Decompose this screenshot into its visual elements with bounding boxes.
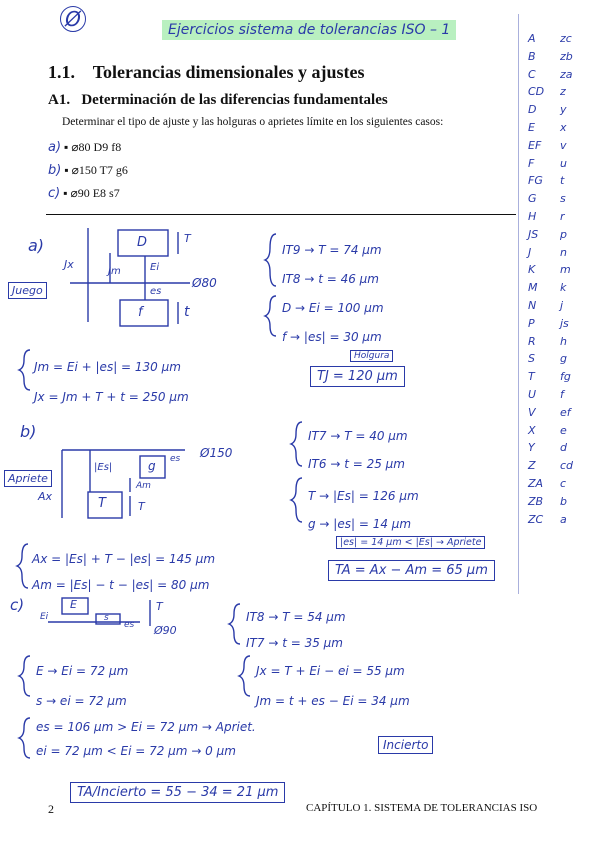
diagram-a-Jm: Jm — [108, 266, 121, 277]
position-letter: U — [528, 387, 537, 401]
diagram-c-shaft: s — [104, 613, 109, 623]
position-letter: e — [560, 423, 567, 437]
position-letter: zb — [560, 49, 573, 63]
case-c-calc: IT8 → T = 54 µm IT7 → t = 35 µm — [246, 610, 346, 650]
position-letter: G — [528, 192, 537, 206]
case-b-label: b) — [20, 422, 37, 441]
position-letter: B — [528, 49, 536, 63]
position-letter: s — [560, 192, 566, 206]
case-item: a) ▪ ⌀80 D9 f8 — [48, 140, 122, 155]
position-letter: A — [528, 32, 536, 45]
diagram-c-T: T — [156, 600, 163, 613]
diagram-b-T: T — [138, 500, 145, 513]
subsection-number: A1. — [48, 92, 71, 108]
position-letter: r — [560, 209, 565, 223]
case-b-tag: Apriete — [4, 470, 52, 487]
case-a-calc: IT9 → T = 74 µm IT8 → t = 46 µm D → Ei = 100 µm f → |es| = 30 µm — [282, 243, 384, 344]
position-letter: ZC — [528, 512, 544, 526]
position-letter: T — [528, 370, 535, 384]
case-a-tag2: Holgura — [350, 350, 393, 362]
position-letter: z — [560, 85, 566, 99]
position-letter: za — [560, 67, 573, 81]
diagram-a-T: T — [184, 232, 191, 245]
position-letter: b — [560, 494, 567, 508]
position-letter: JS — [528, 227, 539, 241]
position-letter: c — [560, 476, 567, 490]
position-letter: F — [528, 156, 535, 170]
position-letter: v — [560, 138, 567, 152]
case-b-left-calc: Ax = |Es| + T − |es| = 145 µm Am = |Es| − t − |es| = 80 µm — [32, 552, 216, 592]
position-letter: js — [560, 316, 569, 330]
page-number: 2 — [48, 802, 54, 816]
position-letter: FG — [528, 174, 543, 188]
position-letter: fg — [560, 370, 571, 384]
position-letter: x — [560, 120, 567, 134]
position-letter: g — [560, 352, 567, 366]
case-a-label: a) — [28, 236, 45, 255]
position-letter: d — [560, 441, 567, 455]
diagram-b-dim: Ø150 — [200, 446, 233, 460]
position-letter: cd — [560, 459, 574, 473]
position-letter: S — [528, 352, 535, 366]
case-c-label: c) — [10, 596, 25, 614]
position-letter: ef — [560, 405, 571, 419]
position-letter: CD — [528, 85, 545, 99]
case-item: b) ▪ ⌀150 T7 g6 — [48, 163, 128, 178]
position-letter: j — [560, 298, 564, 312]
diagram-a-es: es — [150, 286, 162, 297]
position-letter: EF — [528, 138, 542, 152]
diagram-b-Es: |Es| — [94, 462, 113, 473]
position-letter: k — [560, 281, 567, 295]
position-letter: n — [560, 245, 567, 259]
case-c-tag: Incierto — [378, 736, 433, 754]
case-c-left-calc: E → Ei = 72 µm s → ei = 72 µm — [36, 664, 129, 708]
diagram-a-Ei: Ei — [150, 262, 160, 273]
position-letter: y — [560, 103, 567, 117]
case-a-result: TJ = 120 µm — [310, 366, 405, 387]
position-letter: E — [528, 120, 535, 134]
diagram-b-es: es — [170, 454, 181, 464]
intro-text: Determinar el tipo de ajuste y las holguras o aprietes límite en los siguientes casos: — [62, 116, 444, 128]
position-letter: V — [528, 405, 536, 419]
case-b-note: |es| = 14 µm < |Es| → Apriete — [336, 536, 485, 549]
section-number: 1.1. — [48, 62, 75, 82]
diagram-a-shaft: f — [138, 305, 143, 320]
position-letter: m — [560, 263, 571, 277]
diagram-b-Ax: Ax — [38, 490, 53, 503]
position-letter: t — [560, 174, 565, 188]
position-letter: Y — [528, 441, 535, 455]
position-letter: zc — [560, 32, 572, 45]
diagram-b-Am: Am — [136, 481, 151, 491]
case-c-line2: ei = 72 µm < Ei = 72 µm → 0 µm — [36, 744, 236, 758]
position-letter: u — [560, 156, 567, 170]
position-letter: N — [528, 298, 537, 312]
position-letter: ZB — [528, 494, 544, 508]
position-letter: ZA — [528, 476, 544, 490]
position-letter: H — [528, 209, 537, 223]
position-letter: J — [528, 245, 532, 259]
circled-mark: Ø — [60, 6, 86, 32]
case-c-right-calc: Jx = T + Ei − ei = 55 µm Jm = t + es − Ei = 34 µm — [256, 664, 410, 708]
diagram-c-Ei: Ei — [40, 612, 49, 622]
diagram-b-hole: T — [98, 496, 106, 511]
diagram-c-dim: Ø90 — [154, 624, 177, 637]
diagram-c-es: es — [124, 620, 135, 630]
position-letter: C — [528, 67, 536, 81]
case-item: c) ▪ ⌀90 E8 s7 — [48, 186, 120, 201]
diagram-a-t: t — [184, 304, 190, 320]
chapter-footer: CAPÍTULO 1. SISTEMA DE TOLERANCIAS ISO — [306, 802, 538, 814]
case-c-final: TA/Incierto = 55 − 34 = 21 µm — [70, 782, 285, 803]
diagram-a-hole: D — [137, 235, 148, 250]
diagram-c-hole: E — [70, 598, 77, 611]
diagram-a-Jx: Jx — [64, 258, 74, 271]
position-letter: p — [560, 227, 567, 241]
section-title: Tolerancias dimensionales y ajustes — [92, 62, 365, 82]
position-letter: M — [528, 281, 538, 295]
position-letter: Z — [528, 459, 536, 473]
position-letter: X — [528, 423, 536, 437]
position-letter: a — [560, 512, 567, 526]
position-letter: f — [560, 387, 564, 401]
position-letter: h — [560, 334, 567, 348]
position-letter: P — [528, 316, 535, 330]
header-title: Ejercicios sistema de tolerancias ISO – 1 — [162, 20, 456, 40]
case-b-calc: IT7 → T = 40 µm IT6 → t = 25 µm T → |Es| = 126 µm g → |es| = 14 µm — [308, 429, 419, 531]
diagram-a-dim: Ø80 — [192, 276, 217, 290]
subsection-title: Determinación de las diferencias fundamentales — [81, 92, 388, 108]
case-b-result: TA = Ax − Am = 65 µm — [328, 560, 495, 581]
position-letter: R — [528, 334, 536, 348]
position-letter: D — [528, 103, 537, 117]
case-a-tag: Juego — [8, 282, 47, 299]
position-letter: K — [528, 263, 536, 277]
case-a-left-calc: Jm = Ei + |es| = 130 µm Jx = Jm + T + t = 250 µm — [34, 360, 189, 404]
case-c-line1: es = 106 µm > Ei = 72 µm → Apriet. — [36, 720, 256, 734]
diagram-b-shaft: g — [148, 459, 156, 473]
